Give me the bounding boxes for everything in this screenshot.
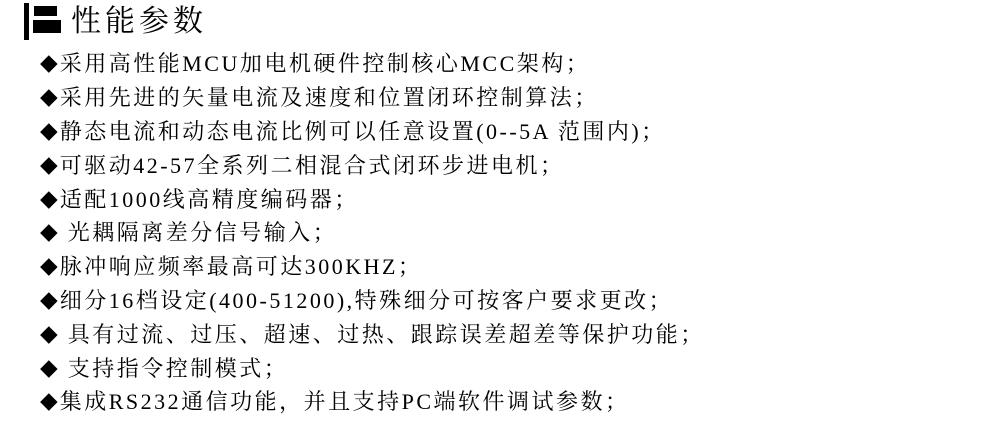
list-icon-bar-bottom [33, 20, 61, 33]
feature-item [40, 316, 1000, 350]
feature-item [40, 384, 1000, 418]
feature-item-text: 集成RS232通信功能，并且支持PC端软件调试参数； [59, 389, 630, 415]
feature-item [40, 181, 1000, 215]
section-header [0, 0, 1000, 42]
diamond-bullet-icon: ◆ [40, 320, 58, 346]
feature-list [40, 46, 1000, 418]
diamond-bullet-icon: ◆ [40, 50, 58, 76]
diamond-bullet-icon: ◆ [40, 185, 58, 211]
feature-item [40, 147, 1000, 181]
feature-item-text: 可驱动42-57全系列二相混合式闭环步进电机； [59, 152, 565, 178]
feature-item-text: 支持指令控制模式； [59, 355, 289, 381]
list-icon-vertical-bar [24, 3, 29, 40]
feature-item [40, 114, 1000, 148]
list-icon [24, 3, 61, 40]
feature-item [40, 283, 1000, 317]
diamond-bullet-icon: ◆ [40, 151, 58, 177]
feature-item-text: 采用高性能MCU加电机硬件控制核心MCC架构； [59, 51, 591, 77]
feature-item [40, 215, 1000, 249]
feature-item-text: 具有过流、过压、超速、过热、跟踪误差超差等保护功能； [59, 321, 705, 347]
feature-item [40, 249, 1000, 283]
feature-item-text: 脉冲响应频率最高可达300KHZ； [59, 254, 423, 280]
diamond-bullet-icon: ◆ [40, 219, 58, 245]
section-title: 性能参数 [71, 5, 207, 38]
feature-item [40, 46, 1000, 80]
diamond-bullet-icon: ◆ [40, 117, 58, 143]
feature-item-text: 适配1000线高精度编码器； [59, 186, 359, 212]
feature-item-text: 采用先进的矢量电流及速度和位置闭环控制算法； [59, 85, 599, 111]
diamond-bullet-icon: ◆ [40, 354, 58, 380]
list-icon-bars [33, 3, 61, 33]
diamond-bullet-icon: ◆ [40, 388, 58, 414]
feature-item-text: 细分16档设定(400-51200),特殊细分可按客户要求更改； [59, 287, 674, 313]
diamond-bullet-icon: ◆ [40, 253, 58, 279]
feature-item [40, 80, 1000, 114]
diamond-bullet-icon: ◆ [40, 84, 58, 110]
diamond-bullet-icon: ◆ [40, 286, 58, 312]
feature-item [40, 350, 1000, 384]
feature-item-text: 静态电流和动态电流比例可以任意设置(0--5A 范围内)； [59, 118, 666, 144]
list-icon-bar-top [34, 6, 57, 16]
feature-item-text: 光耦隔离差分信号输入； [59, 220, 338, 246]
